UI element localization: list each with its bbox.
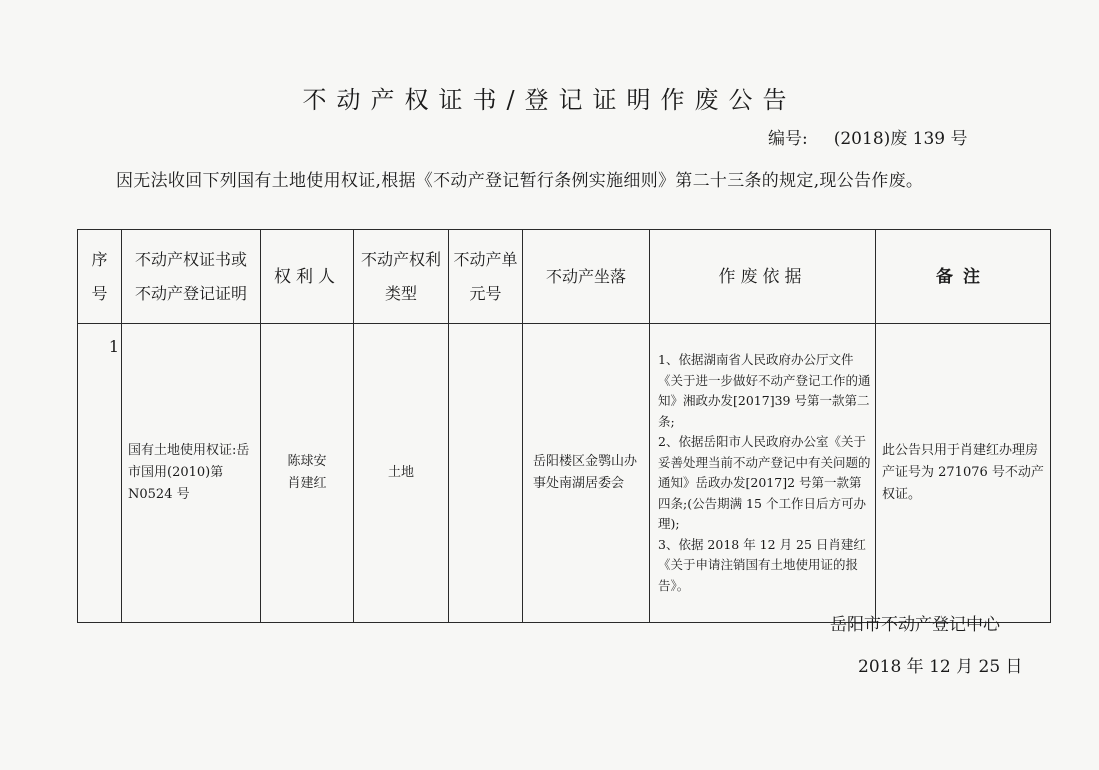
row-basis [650,324,876,623]
table-header-row [78,230,1051,324]
row-unit-no [449,324,523,623]
row-basis-item-3: 3、依据 2018 年 12 月 25 日肖建红《关于申请注销国有土地使用证的报告》。 [658,536,866,593]
void-certificate-table [77,229,1051,623]
row-holder-1: 陈球安 [287,454,327,469]
header-cert [122,230,261,324]
header-location: 不动产坐落 [523,230,650,324]
notice-title: 不动产权证书/登记证明作废公告 [302,86,797,114]
doc-number [768,124,968,149]
table-row [78,324,1051,623]
header-seq-line2: 号 [91,283,108,303]
header-seq [78,230,122,324]
row-cert: 国有土地使用权证:岳市国用(2010)第 N0524 号 [122,324,261,623]
row-location: 岳阳楼区金鹗山办事处南湖居委会 [523,324,650,623]
header-right-type [354,230,449,324]
header-seq-line1: 序 [91,249,108,269]
doc-number-label: 编号: [768,129,808,149]
header-holder: 权利人 [261,230,354,324]
issuing-authority: 岳阳市不动产登记中心 [830,615,1000,635]
intro-paragraph: 因无法收回下列国有土地使用权证,根据《不动产登记暂行条例实施细则》第二十三条的规定,现公告作废。 [116,171,924,191]
doc-number-value: (2018)废 139 号 [833,129,968,149]
header-cert-line1: 不动产权证书或 [134,249,247,269]
row-right-type: 土地 [354,324,449,623]
header-cert-line2: 不动产登记证明 [134,283,247,303]
header-basis: 作废依据 [650,230,876,324]
row-holders [261,324,354,623]
row-basis-item-1: 1、依据湖南省人民政府办公厅文件《关于进一步做好不动产登记工作的通知》湘政办发[2017]39 号第一款第二条; [658,352,871,429]
header-unit-line1: 不动产单 [453,249,518,269]
header-rtype-line1: 不动产权利 [360,249,441,269]
header-remarks: 备注 [876,230,1051,324]
header-unit [449,230,523,324]
issue-date: 2018 年 12 月 25 日 [858,657,1023,677]
row-holder-2: 肖建红 [287,476,327,491]
header-rtype-line2: 类型 [384,283,417,303]
row-seq: 1 [78,324,122,623]
row-basis-item-2: 2、依据岳阳市人民政府办公室《关于妥善处理当前不动产登记中有关问题的通知》岳政办发[2017]2 号第一款第四条;(公告期满 15 个工作日后方可办理); [658,434,871,531]
row-remarks: 此公告只用于肖建红办理房产证号为 271076 号不动产权证。 [876,324,1051,623]
header-unit-line2: 元号 [469,283,502,303]
